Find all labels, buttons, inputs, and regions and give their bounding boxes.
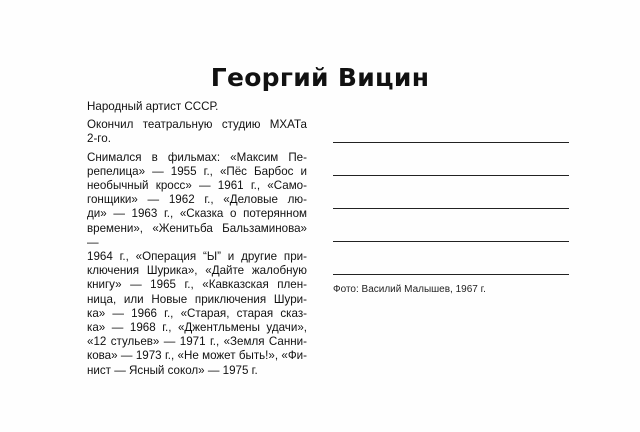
bio-line: Снимался в фильмах: «Максим Пе- bbox=[87, 150, 307, 164]
blank-line bbox=[333, 142, 569, 143]
bio-line: ка» — 1968 г., «Джентльмены удачи», bbox=[87, 321, 307, 335]
bio-education bbox=[87, 118, 307, 146]
bio-line: ключения Шурика», «Дайте жалобную bbox=[87, 264, 307, 278]
page-title: Георгий Вицин bbox=[210, 63, 430, 92]
bio-line: ка» — 1966 г., «Старая, старая сказ- bbox=[87, 306, 307, 320]
signature-lines bbox=[333, 142, 569, 307]
blank-line bbox=[333, 208, 569, 209]
blank-line bbox=[333, 241, 569, 242]
bio-line: «12 стульев» — 1971 г., «Земля Санни- bbox=[87, 335, 307, 349]
blank-line bbox=[333, 175, 569, 176]
bio-line: времени», «Женитьба Бальзаминова» — bbox=[87, 221, 307, 249]
biography-text bbox=[87, 100, 307, 382]
bio-line: ди» — 1963 г., «Сказка о потерянном bbox=[87, 207, 307, 221]
bio-title-line bbox=[87, 100, 307, 114]
bio-line: Народный артист СССР. bbox=[87, 100, 219, 113]
bio-line: нист — Ясный сокол» — 1975 г. bbox=[87, 363, 258, 377]
photo-credit: Фото: Василий Малышев, 1967 г. bbox=[333, 284, 486, 295]
bio-line: 1964 г., «Операция “Ы” и другие при- bbox=[87, 250, 307, 264]
bio-line: книгу» — 1965 г., «Кавказская плен- bbox=[87, 278, 307, 292]
bio-line: необычный кросс» — 1961 г., «Само- bbox=[87, 179, 307, 193]
bio-filmography bbox=[87, 151, 307, 378]
bio-line: Окончил театральную студию МХАТа bbox=[87, 118, 307, 132]
bio-line: кова» — 1973 г., «Не может быть!», «Фи- bbox=[87, 349, 307, 363]
bio-line: репелица» — 1955 г., «Пёс Барбос и bbox=[87, 164, 307, 178]
bio-line: 2-го. bbox=[87, 132, 111, 146]
blank-line bbox=[333, 274, 569, 275]
bio-line: ница, или Новые приключения Шури- bbox=[87, 292, 307, 306]
bio-line: гонщики» — 1962 г., «Деловые лю- bbox=[87, 193, 307, 207]
